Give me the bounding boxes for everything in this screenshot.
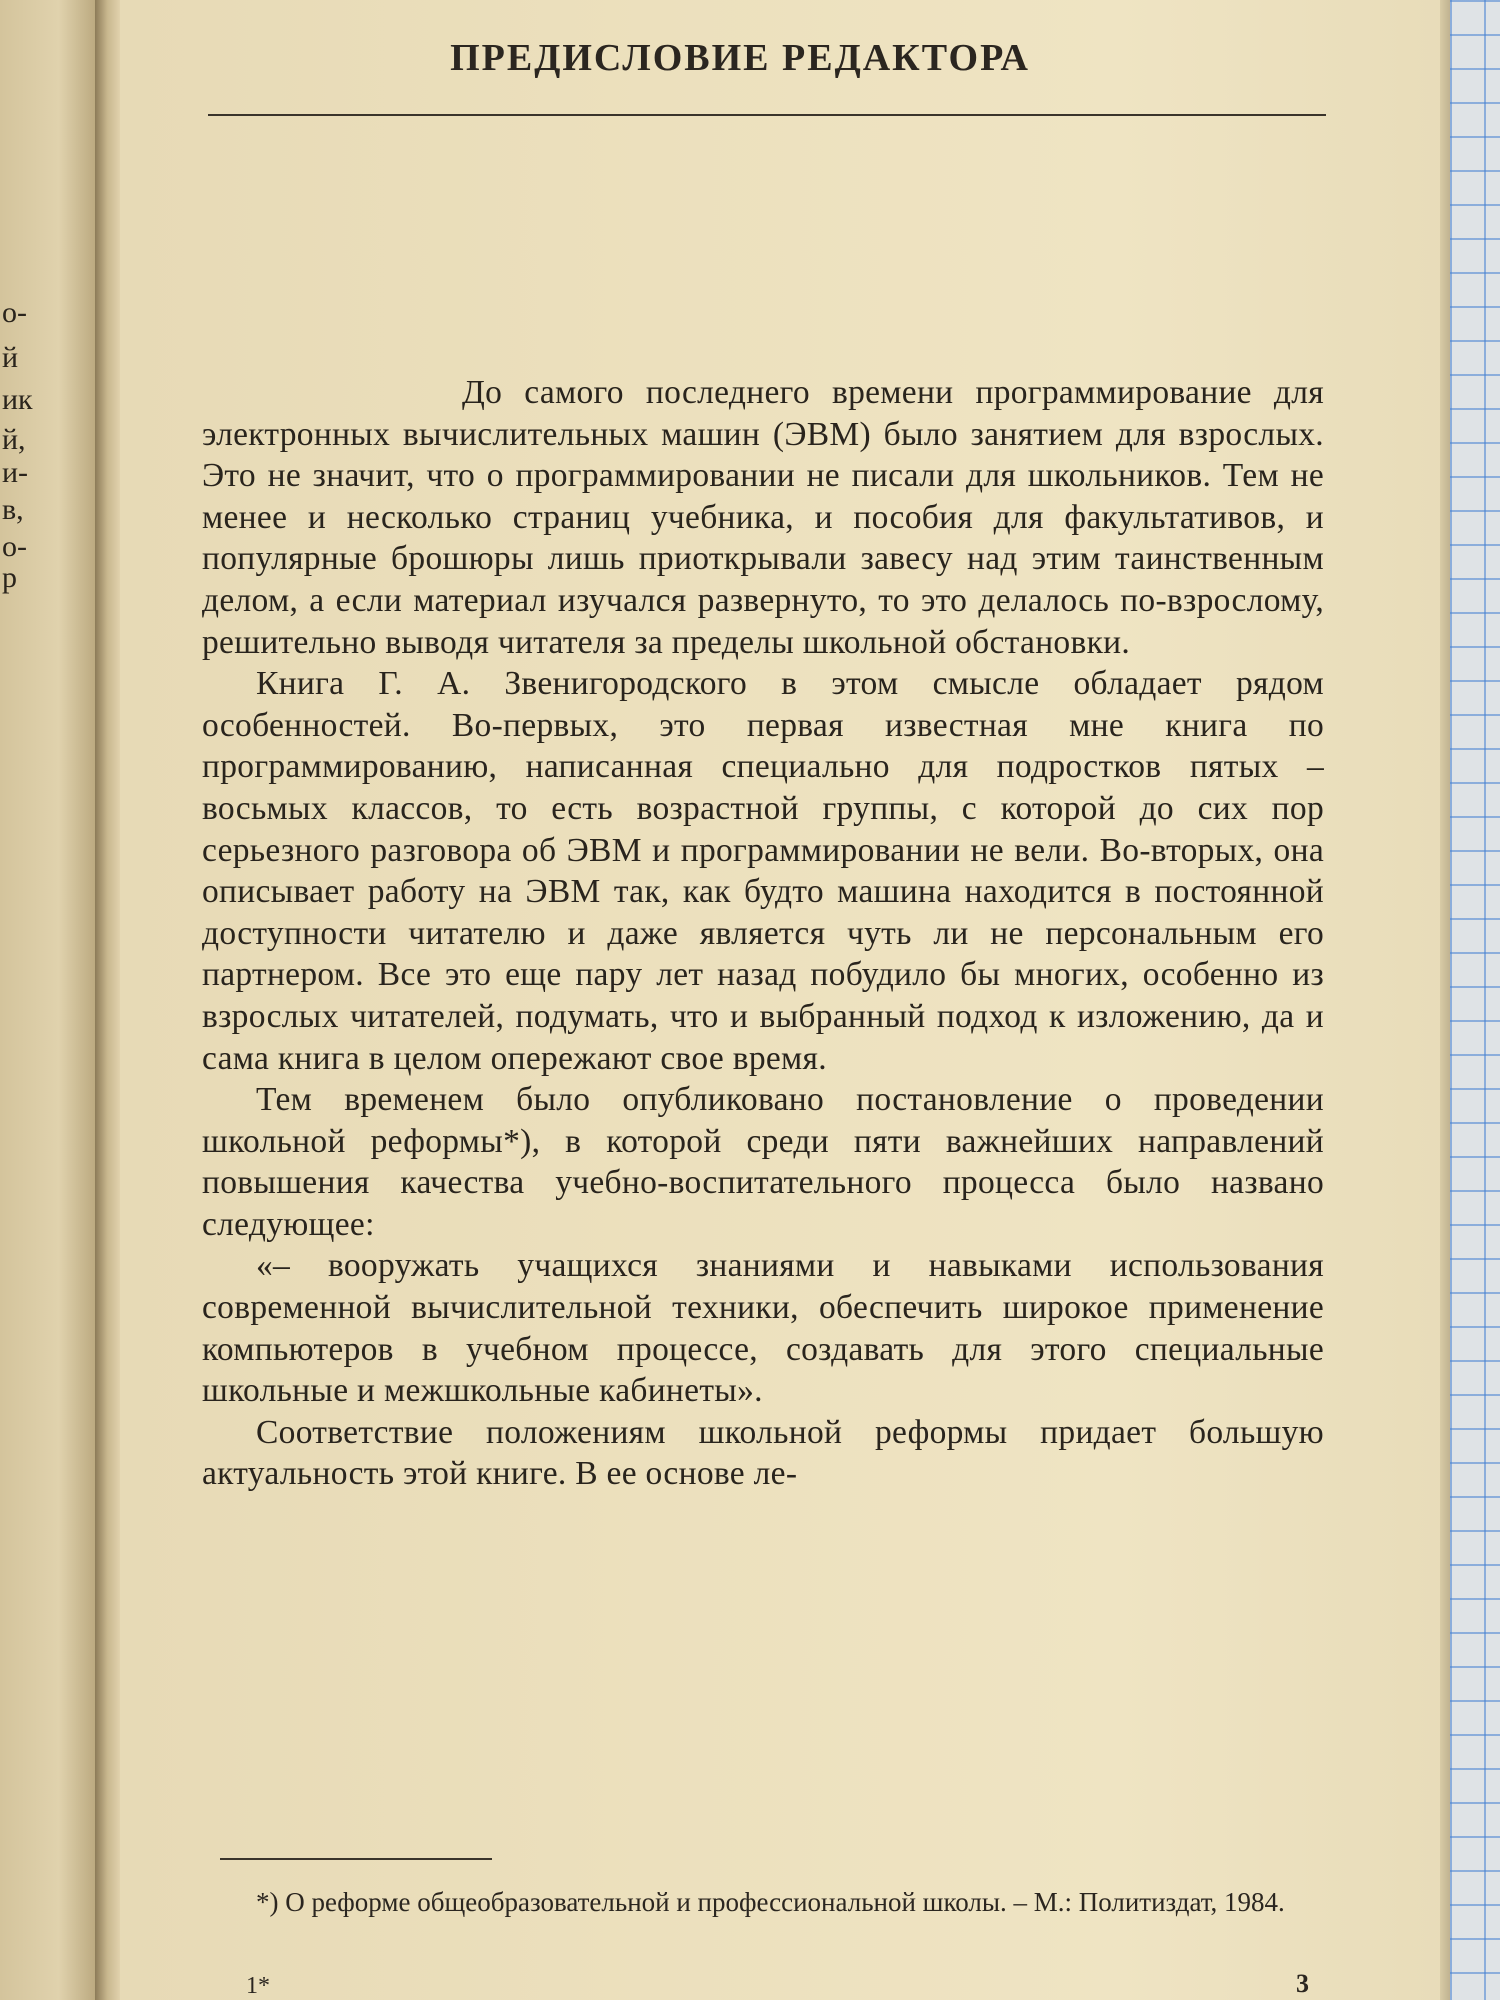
page-number: 3 bbox=[1296, 1969, 1309, 1998]
paragraph: Тем временем было опубликовано постановление о проведении школьной реформы*), в которой среди пяти важнейших направлений повышения качества учебно-воспитательного процесса было названо следующее: bbox=[202, 1081, 1324, 1243]
paragraph: До самого последнего времени программирование для электронных вычислительных машин (ЭВМ) было занятием для взрослых. Это не значит, что о программировании не писали для школьников. Тем не менее и несколько страниц учебника, и пособия для факультативов, и популярные брошюры лишь приоткрывали завесу над этим таинственным делом, а если материал изучался развернуто, то это делалось по-взрослому, решительно выводя читателя за пределы школьной обстановки. bbox=[202, 374, 1324, 661]
book-gutter bbox=[95, 0, 123, 2000]
page-title: ПРЕДИСЛОВИЕ РЕДАКТОРА bbox=[450, 37, 1030, 79]
previous-page-fragment: р bbox=[2, 561, 17, 594]
book-page bbox=[120, 0, 1450, 2000]
previous-page-fragment: и- bbox=[2, 456, 29, 489]
previous-page-fragment: в, bbox=[2, 493, 24, 526]
printer-signature-mark: 1* bbox=[246, 1973, 270, 1999]
previous-page-fragment: й bbox=[2, 341, 19, 374]
footnote-rule bbox=[220, 1858, 492, 1860]
paragraph: Книга Г. А. Звенигородского в этом смысле обладает рядом особенностей. Во-первых, это первая известная мне книга по программированию, написанная специально для подростков пятых – восьмых классов, то есть возрастной группы, с которой до сих пор серьезного разговора об ЭВМ и программировании не вели. Во-вторых, она описывает работу на ЭВМ так, как будто машина находится в постоянной доступности читателю и даже является чуть ли не персональным его партнером. Все это еще пару лет назад побудило бы многих, особенно из взрослых читателей, подумать, что и выбранный подход к изложению, да и сама книга в целом опережают свое время. bbox=[202, 665, 1324, 1077]
footnote: *) О реформе общеобразовательной и профессиональной школы. – М.: Политиздат, 1984. bbox=[256, 1887, 1285, 1917]
paragraph: Соответствие положениям школьной реформы придает большую актуальность этой книге. В ее основе ле- bbox=[202, 1413, 1324, 1493]
previous-page-fragment: й, bbox=[2, 423, 26, 456]
grid-paper-background bbox=[1450, 0, 1500, 2000]
quoted-paragraph: «– вооружать учащихся знаниями и навыками использования современной вычислительной техники, обеспечить широкое применение компьютеров в учебном процессе, создавать для этого специальные школьные и межшкольные кабинеты». bbox=[202, 1247, 1324, 1410]
previous-page-fragment: о- bbox=[2, 296, 27, 329]
previous-page-fragment: ик bbox=[2, 383, 33, 416]
previous-page-edge bbox=[0, 0, 98, 2000]
body-text bbox=[202, 372, 1324, 1495]
previous-page-fragment: о- bbox=[2, 530, 27, 563]
heading-rule bbox=[208, 114, 1326, 116]
